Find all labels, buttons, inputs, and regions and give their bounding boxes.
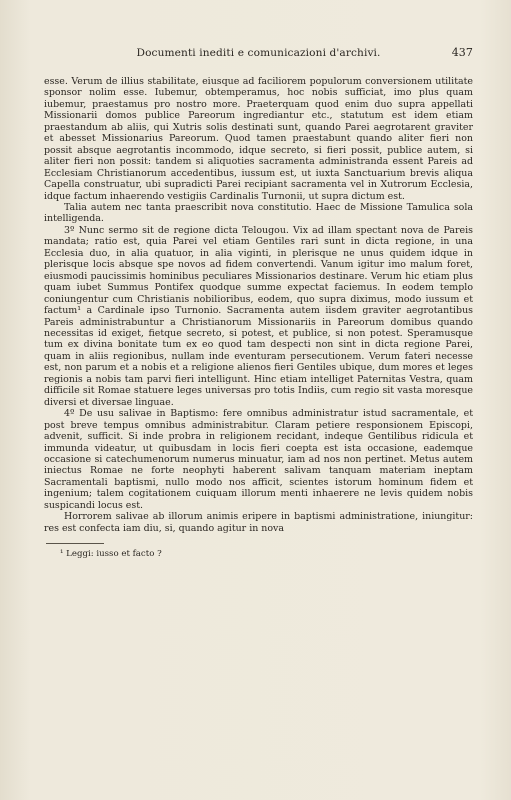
running-title: Documenti inediti e comunicazioni d'archivi.	[136, 47, 381, 59]
paragraph: Talia autem nec tanta praescribit nova constitutio. Haec de Missione Tamulica sola intelligenda.	[44, 201, 473, 225]
paragraph: 3º Nunc sermo sit de regione dicta Telougou. Vix ad illam spectant nova de Pareis mandata; ratio est, quia Parei vel etiam Gentiles rari sunt in dicta regione, in una Ecclesia duo, in alia quatuor, in alia viginti, in plerisque ne unus quidem idque in plerisque locis absque spe novos ad fidem convertendi. Vanum igitur imo malum foret, eiusmodi paucissimis hominibus peculiares Missionarios destinare. Verum hic etiam plus quam iubet Summus Pontifex quodque summe expectat faciemus. In eodem templo coniungentur cum Christianis nobilioribus, eodem, quo supra diximus, modo iussum et factum¹ a Cardinale ipso Turnonio. Sacramenta autem iisdem graviter aegrotantibus Pareis administrabuntur a Christianorum Missionariis in Pareorum domibus quando necessitas id exiget, fietque secreto, si potest, et publice, si non potest. Speramusque tum ex divina bonitate tum ex eo quod tam despecti non sint in dicta regione Parei, quam in aliis regionibus, nullam inde eventuram persecutionem. Verum fateri necesse est, non parum et a nobis et a religione alienos fieri Gentiles ubique, dum mores et leges regionis a nobis tam parvi fieri intelligunt. Hinc etiam intelliget Paternitas Vestra, quam difficile sit Romae statuere leges universas pro totis Indiis, cum regio sit vasta moresque diversi et diversae linguae.	[44, 224, 473, 408]
footnote: ¹ Leggi: iusso et facto ?	[60, 549, 162, 560]
body-text	[44, 76, 473, 534]
paragraph: 4º De usu salivae in Baptismo: fere omnibus administratur istud sacramentale, et post breve tempus omnibus administrabitur. Claram petiere responsionem Episcopi, advenit, sufficit. Si inde probra in religionem recidant, indeque Gentilibus ridicula et immunda videatur, ut quibusdam in locis fieri coepta est ista occasione, eademque occasione si catechumenorum numerus minuatur, iam ad nos non pertinet. Metus autem iniectus Romae ne forte neophyti haberent salivam tanquam materiam ineptam Sacramentali baptismi, nullo modo nos afficit, scientes istorum hominum fidem et ingenium; talem cogitationem cuiquam illorum menti inhaerere ne levis quidem nobis suspicandi locus est.	[44, 408, 473, 511]
paragraph: esse. Verum de illius stabilitate, eiusque ad faciliorem populorum conversionem utilitate sponsor nolim esse. Iubemur, obtemperamus, hoc nobis sufficiat, imo plus quam iubemur, praestamus pro nostro more. Praeterquam quod enim duo supra appellati Missionarii domos publice Pareorum ingrediantur etc., statutum est idem etiam praestandum ab aliis, qui Xutris solis destinati sunt, quando Parei aegrotarent graviter et abesset Missionarius Pareorum. Quod tamen praestabunt quando aliter fieri non possit absque aegrotantis incommodo, idque secreto, si fieri possit, publice autem, si aliter fieri non possit: tandem si aliquoties sacramenta administranda essent Pareis ad Ecclesiam Christianorum accedentibus, iussum est, ut iuxta Sanctuarium brevis aliqua Capella construatur, ubi supradicti Parei recipiant sacramenta vel in Xutrorum Ecclesia, idque factum inhaerendo vestigiis Cardinalis Turnonii, ut supra dictum est.	[44, 76, 473, 202]
paragraph: Horrorem salivae ab illorum animis eripere in baptismi administratione, iniungitur: res est confecta iam diu, si, quando agitur in nova	[44, 511, 473, 534]
running-header	[44, 46, 473, 62]
footnote-rule	[46, 543, 104, 544]
page-number: 437	[451, 46, 473, 59]
